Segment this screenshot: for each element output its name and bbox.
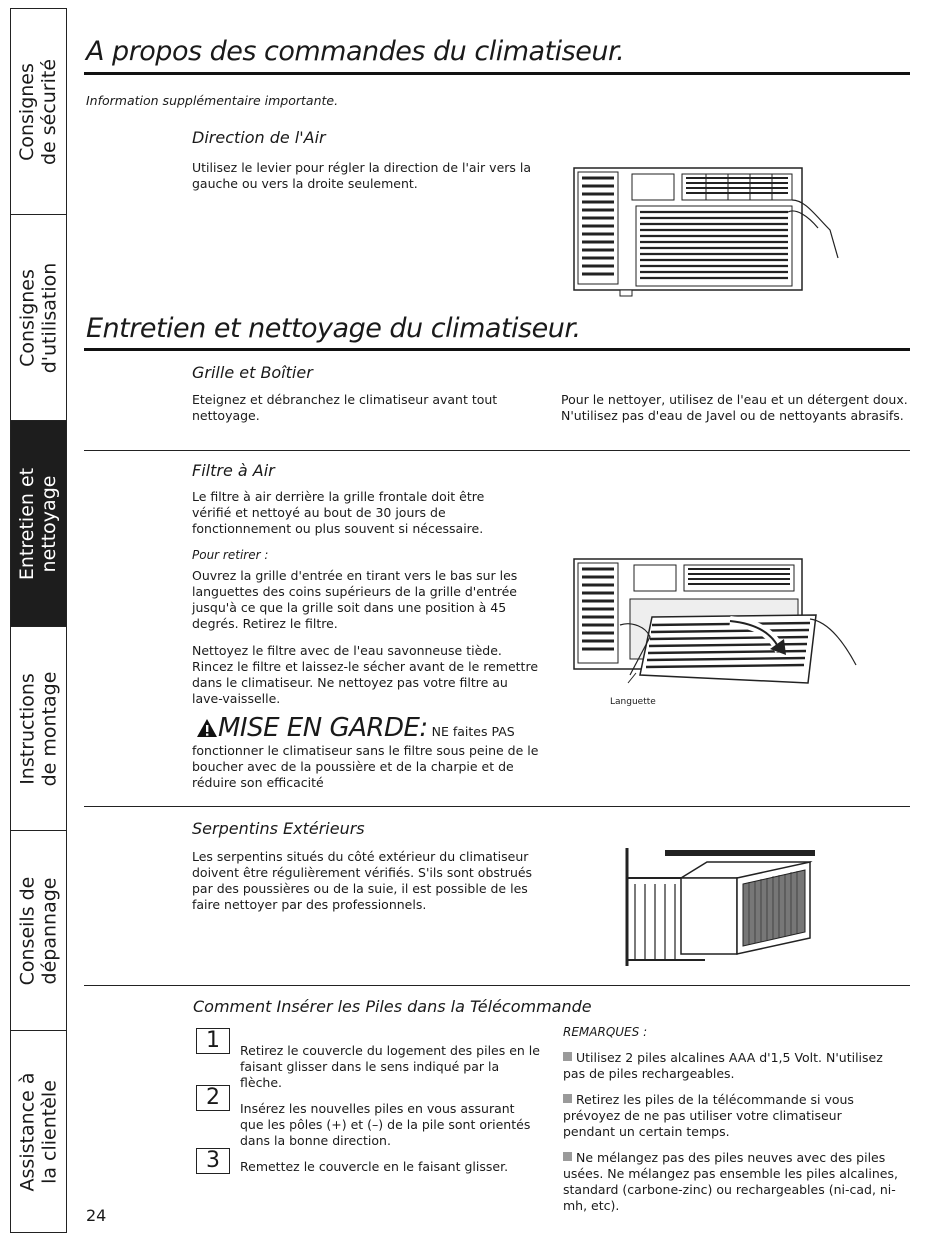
note-text-1: Utilisez 2 piles alcalines AAA d'1,5 Volt. N'utilisez pas de piles rechargeables. — [563, 1050, 883, 1081]
batteries-heading: Comment Insérer les Piles dans la Télécommande — [193, 997, 592, 1016]
ac-unit-air-direction-illustration — [570, 160, 840, 300]
caution-lead: NE faites PAS — [427, 724, 515, 739]
tab-customer-service[interactable] — [11, 1031, 66, 1232]
step-2-text: Insérez les nouvelles piles en vous assurant que les pôles (+) et (–) de la pile sont orientés dans la bonne direction. — [240, 1101, 531, 1148]
step-3-text: Remettez le couvercle en le faisant glisser. — [240, 1159, 509, 1174]
note-text-2: Retirez les piles de la télécommande si vous prévoyez de ne pas utiliser votre climatiseur pendant un certain temps. — [563, 1092, 854, 1139]
coils-heading: Serpentins Extérieurs — [192, 819, 365, 838]
air-direction-text: Utilisez le levier pour régler la direction de l'air vers la gauche ou vers la droite seulement. — [192, 160, 532, 191]
filter-remove-text: Ouvrez la grille d'entrée en tirant vers le bas sur les languettes des coins supérieurs de la grille d'entrée jusqu'à ce que la grille soit dans une position à 45 degrés. Retirez le filtre. — [192, 568, 518, 631]
bullet-square-icon — [563, 1052, 572, 1061]
section1-subtitle: Information supplémentaire importante. — [86, 93, 339, 108]
caution-block — [196, 713, 515, 743]
filter-heading: Filtre à Air — [192, 461, 275, 480]
tab-safety-label: Consignes de sécurité — [16, 58, 61, 165]
tab-care-label: Entretien et nettoyage — [16, 467, 61, 580]
filter-wash-text: Nettoyez le filtre avec de l'eau savonneuse tiède. Rincez le filtre et laissez-le sécher avant de le remettre dans le climatiseur. Ne nettoyez pas votre filtre au lave-vaisselle. — [192, 643, 539, 706]
tab-troubleshooting[interactable] — [11, 831, 66, 1031]
section1-title: A propos des commandes du climatiseur. — [86, 36, 625, 67]
note-item — [563, 1050, 898, 1082]
tab-customer-label: Assistance à la clientèle — [16, 1072, 61, 1191]
section2-rule — [84, 348, 910, 351]
bullet-square-icon — [563, 1152, 572, 1161]
warning-icon — [196, 718, 218, 738]
grille-text-right-2: N'utilisez pas d'eau de Javel ou de nettoyants abrasifs. — [561, 408, 904, 423]
step-1-number: 1 — [196, 1028, 230, 1054]
outdoor-coils-illustration — [625, 848, 820, 968]
notes-title: REMARQUES : — [563, 1025, 648, 1039]
tab-care-cleaning[interactable] — [11, 421, 66, 627]
caution-title: MISE EN GARDE: — [218, 713, 428, 743]
tab-installation[interactable] — [11, 627, 66, 831]
air-direction-heading: Direction de l'Air — [192, 128, 326, 147]
section1-rule — [84, 72, 910, 75]
tab-installation-label: Instructions de montage — [16, 671, 61, 786]
step-1-text: Retirez le couvercle du logement des piles en le faisant glisser dans le sens indiqué par la flèche. — [240, 1043, 540, 1090]
tab-operating[interactable] — [11, 215, 66, 421]
note-item — [563, 1150, 908, 1214]
grille-text-left: Eteignez et débranchez le climatiseur avant tout nettoyage. — [192, 392, 498, 423]
grille-heading: Grille et Boîtier — [192, 363, 313, 382]
step-2-number: 2 — [196, 1085, 230, 1111]
coils-text: Les serpentins situés du côté extérieur du climatiseur doivent être régulièrement vérifiés. S'ils sont obstrués par des poussières ou de la suie, il est possible de les faire nettoyer par des professionnels. — [192, 849, 533, 912]
divider-2 — [84, 806, 910, 807]
grille-text-right-1: Pour le nettoyer, utilisez de l'eau et un détergent doux. — [561, 392, 908, 407]
sidebar-nav — [10, 8, 67, 1233]
note-text-3: Ne mélangez pas des piles neuves avec des piles usées. Ne mélangez pas ensemble les piles alcalines, standard (carbone-zinc) ou rechargeables (ni-cad, ni-mh, etc). — [563, 1150, 898, 1213]
tab-operating-label: Consignes d'utilisation — [16, 262, 61, 373]
divider-3 — [84, 985, 910, 986]
tab-safety[interactable] — [11, 9, 66, 215]
filter-intro: Le filtre à air derrière la grille frontale doit être vérifié et nettoyé au bout de 30 jours de fonctionnement ou plus souvent si nécessaire. — [192, 489, 485, 536]
ac-filter-removal-illustration — [570, 555, 860, 695]
note-item — [563, 1092, 883, 1140]
step-3-number: 3 — [196, 1148, 230, 1174]
page-number: 24 — [86, 1206, 107, 1225]
divider-1 — [84, 450, 910, 451]
section2-title: Entretien et nettoyage du climatiseur. — [86, 313, 581, 344]
tab-troubleshooting-label: Conseils de dépannage — [16, 876, 61, 985]
caution-text: fonctionner le climatiseur sans le filtre sous peine de le boucher avec de la poussière et de la charpie et de réduire son efficacité — [192, 743, 539, 790]
bullet-square-icon — [563, 1094, 572, 1103]
filter-remove-label: Pour retirer : — [192, 548, 269, 562]
figure-label-tab: Languette — [610, 697, 656, 707]
